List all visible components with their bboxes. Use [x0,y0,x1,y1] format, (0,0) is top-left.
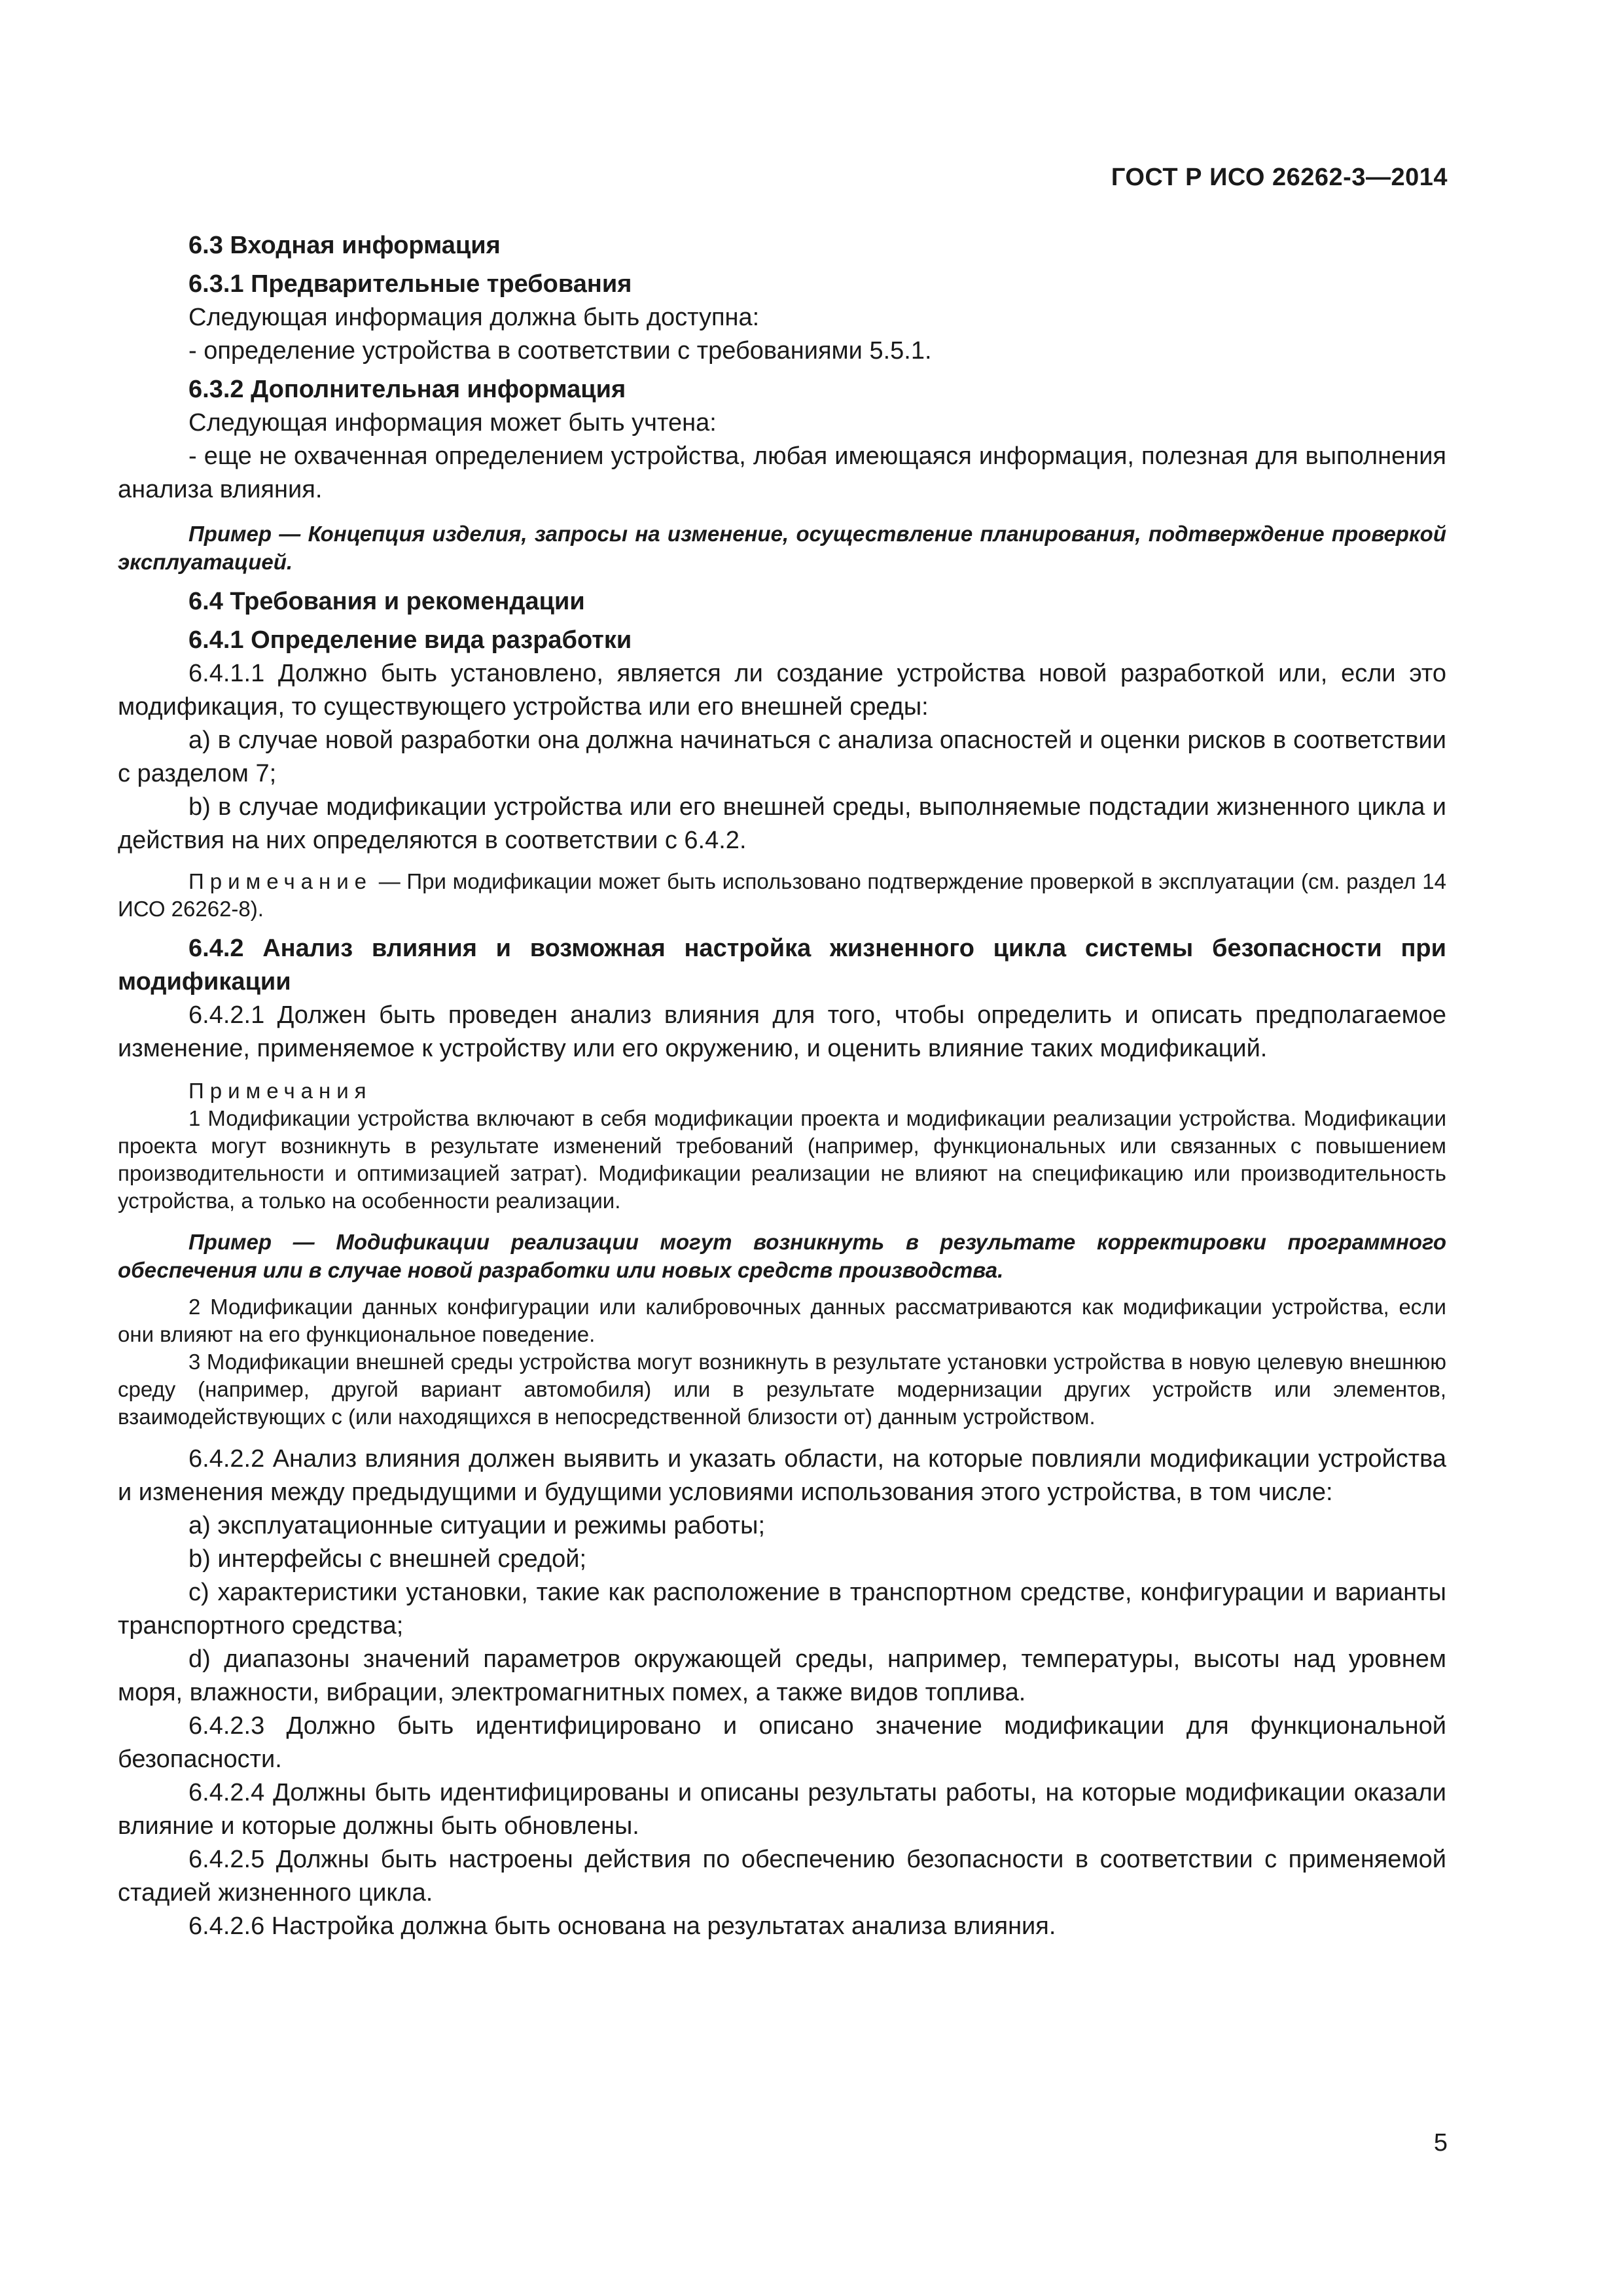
paragraph: 6.4.2.4 Должны быть идентифицированы и описаны результаты работы, на которые модификации оказали влияние и которые должны быть обновлены. [118,1779,1446,1840]
document-body [118,229,1446,1943]
paragraph: Следующая информация должна быть доступна: [188,304,760,331]
paragraph: 6.4.2.1 Должен быть проведен анализ влияния для того, чтобы определить и описать предполагаемое изменение, применяемое к устройству или его окружению, и оценить влияние таких модификаций. [118,1001,1446,1062]
section-6-3-1-title: 6.3.1 Предварительные требования [188,270,632,298]
note: 3 Модификации внешней среды устройства могут возникнуть в результате установки устройства в новую целевую внешнюю среду (например, другой вариант автомобиля) или в результате модернизации других устройств или элементов, взаимодействующих с (или находящихся в непосредственной близости от) данным устройством. [118,1350,1446,1429]
list-item: - определение устройства в соответствии с требованиями 5.5.1. [188,337,932,365]
list-item: a) эксплуатационные ситуации и режимы работы; [188,1512,766,1539]
note-label: Примечание [188,869,373,893]
section-6-4-1-title: 6.4.1 Определение вида разработки [188,626,632,654]
list-item: b) интерфейсы с внешней средой; [188,1545,587,1573]
list-item: d) диапазоны значений параметров окружающей среды, например, температуры, высоты над уровнем моря, влажности, вибрации, электромагнитных помех, а также видов топлива. [118,1645,1446,1706]
list-item: - еще не охваченная определением устройства, любая имеющаяся информация, полезная для выполнения анализа влияния. [118,442,1446,503]
section-6-4-2-title: 6.4.2 Анализ влияния и возможная настройка жизненного цикла системы безопасности при модификации [118,935,1446,996]
paragraph: 6.4.2.6 Настройка должна быть основана на результатах анализа влияния. [188,1912,1056,1940]
section-6-4-title: 6.4 Требования и рекомендации [188,588,585,615]
example-text: Пример — Модификации реализации могут возникнуть в результате корректировки программного обеспечения или в случае новой разработки или новых средств производства. [118,1230,1446,1282]
paragraph: Следующая информация может быть учтена: [188,409,717,437]
example-text: Пример — Концепция изделия, запросы на изменение, осуществление планирования, подтверждение проверкой эксплуатацией. [118,522,1446,574]
section-6-3-2-title: 6.3.2 Дополнительная информация [188,376,626,403]
section-6-3-title: 6.3 Входная информация [188,232,501,259]
paragraph: 6.4.2.2 Анализ влияния должен выявить и указать области, на которые повлияли модификации устройства и изменения между предыдущими и будущими условиями использования этого устройства, в том числе: [118,1445,1446,1506]
list-item: c) характеристики установки, такие как расположение в транспортном средстве, конфигурации и варианты транспортного средства; [118,1579,1446,1640]
document-code-header: ГОСТ Р ИСО 26262-3—2014 [1111,164,1448,191]
note: 2 Модификации данных конфигурации или калибровочных данных рассматриваются как модификации устройства, если они влияют на его функциональное поведение. [118,1295,1446,1346]
notes-heading: Примечания [188,1079,372,1103]
list-item: a) в случае новой разработки она должна начинаться с анализа опасностей и оценки рисков в соответствии с разделом 7; [118,726,1446,787]
page-number: 5 [1433,2129,1448,2157]
paragraph: 6.4.2.5 Должны быть настроены действия по обеспечению безопасности в соответствии с применяемой стадией жизненного цикла. [118,1846,1446,1907]
note: 1 Модификации устройства включают в себя модификации проекта и модификации реализации устройства. Модификации проекта могут возникнуть в результате изменений требований (например, функциональных или связанных с повышением производительности и оптимизацией затрат). Модификации реализации не влияют на спецификацию или производительность устройства, а только на особенности реализации. [118,1106,1446,1213]
paragraph: 6.4.1.1 Должно быть установлено, является ли создание устройства новой разработкой или, если это модификация, то существующего устройства или его внешней среды: [118,660,1446,721]
list-item: b) в случае модификации устройства или его внешней среды, выполняемые подстадии жизненного цикла и действия на них определяются в соответствии с 6.4.2. [118,793,1446,854]
note [118,868,1446,923]
paragraph: 6.4.2.3 Должно быть идентифицировано и описано значение модификации для функциональной безопасности. [118,1712,1446,1773]
note-text: — При модификации может быть использовано подтверждение проверкой в эксплуатации (см. раздел 14 ИСО 26262-8). [118,869,1446,921]
